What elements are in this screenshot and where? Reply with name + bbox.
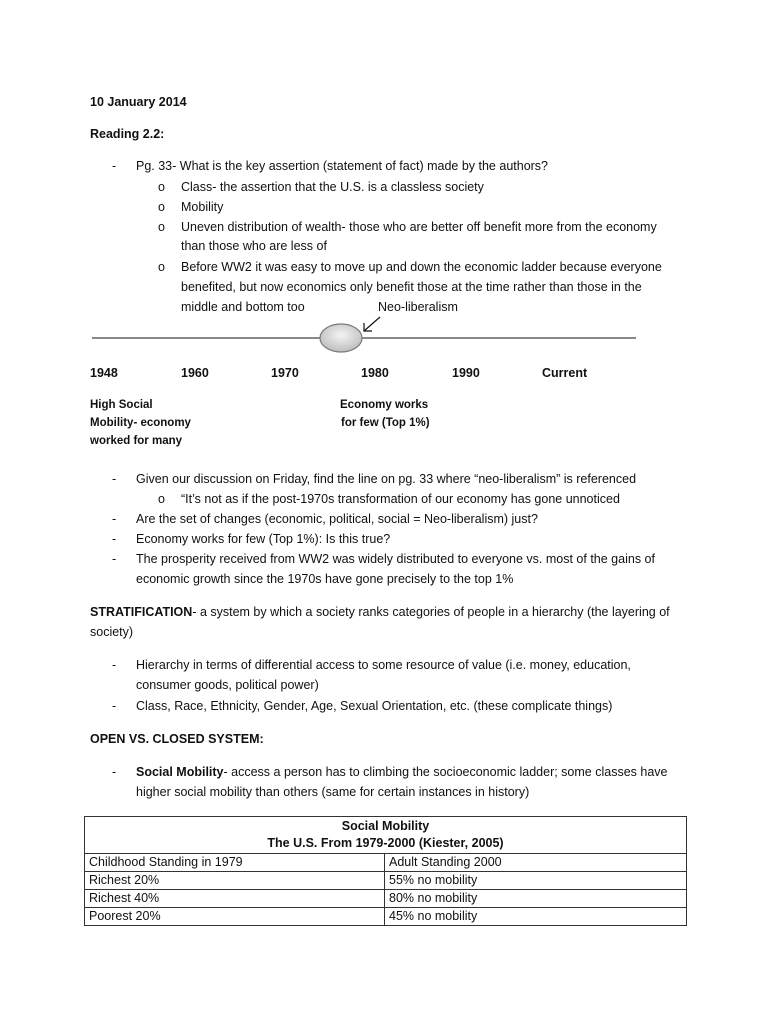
social-mobility-term: Social Mobility bbox=[136, 765, 224, 779]
stratification-term: STRATIFICATION bbox=[90, 605, 193, 619]
table-column-header-row bbox=[85, 854, 687, 872]
timeline-oval bbox=[320, 324, 362, 352]
table-subtitle: The U.S. From 1979-2000 (Kiester, 2005) bbox=[267, 836, 504, 850]
circle-bullet: o bbox=[158, 180, 165, 194]
discussion-item-2: Are the set of changes (economic, political, social = Neo-liberalism) just? bbox=[136, 512, 538, 526]
social-mobility-table bbox=[84, 816, 687, 926]
subitem-wealth-l1: Uneven distribution of wealth- those who are better off benefit more from the economy bbox=[181, 220, 657, 234]
date-heading: 10 January 2014 bbox=[90, 95, 187, 109]
discussion-item-4-l2: economic growth since the 1970s have gone precisely to the top 1% bbox=[136, 572, 514, 586]
table-row bbox=[85, 908, 687, 926]
table-cell: Richest 20% bbox=[85, 872, 385, 890]
bullet-dash: - bbox=[112, 552, 117, 566]
discussion-item-1: Given our discussion on Friday, find the line on pg. 33 where “neo-liberalism” is referenced bbox=[136, 472, 637, 486]
categories-item: Class, Race, Ethnicity, Gender, Age, Sexual Orientation, etc. (these complicate things) bbox=[136, 699, 613, 713]
note-left-l2: Mobility- economy bbox=[90, 417, 191, 429]
table-title: Social Mobility bbox=[341, 819, 430, 833]
table-cell: Richest 40% bbox=[85, 890, 385, 908]
table-title-cell bbox=[85, 817, 687, 854]
table-header-row bbox=[85, 817, 687, 854]
neo-liberalism-label: Neo-liberalism bbox=[378, 300, 458, 314]
subitem-wealth-l2: than those who are less of bbox=[181, 239, 327, 253]
subitem-ww2-l2: benefited, but now economics only benefit those at the time rather than those in the bbox=[181, 280, 642, 294]
stratification-definition-l2: society) bbox=[90, 625, 134, 639]
question-text: Pg. 33- What is the key assertion (statement of fact) made by the authors? bbox=[136, 159, 549, 173]
table-cell: 80% no mobility bbox=[385, 890, 687, 908]
year-1980: 1980 bbox=[361, 366, 389, 380]
hierarchy-item-l1: Hierarchy in terms of differential access to some resource of value (i.e. money, education, bbox=[136, 658, 631, 672]
bullet-dash: - bbox=[112, 159, 117, 173]
table-row bbox=[85, 890, 687, 908]
circle-bullet: o bbox=[158, 220, 165, 234]
reading-title: Reading 2.2: bbox=[90, 127, 165, 141]
year-1990: 1990 bbox=[452, 366, 480, 380]
note-right-l1: Economy works bbox=[340, 399, 429, 411]
stratification-def-text: - a system by which a society ranks categories of people in a hierarchy (the layering of bbox=[192, 605, 670, 619]
discussion-item-3: Economy works for few (Top 1%): Is this true? bbox=[136, 532, 391, 546]
open-closed-heading: OPEN VS. CLOSED SYSTEM: bbox=[90, 732, 264, 746]
year-1970: 1970 bbox=[271, 366, 299, 380]
bullet-dash: - bbox=[112, 658, 117, 672]
subitem-ww2-l3: middle and bottom too bbox=[181, 300, 305, 314]
note-right-l2: for few (Top 1%) bbox=[341, 417, 430, 429]
timeline-graphic bbox=[0, 310, 768, 360]
hierarchy-item-l2: consumer goods, political power) bbox=[136, 678, 319, 692]
stratification-definition-l1 bbox=[90, 605, 670, 619]
discussion-item-4-l1: The prosperity received from WW2 was widely distributed to everyone vs. most of the gains of bbox=[136, 552, 655, 566]
bullet-dash: - bbox=[112, 765, 117, 779]
bullet-dash: - bbox=[112, 512, 117, 526]
subitem-class: Class- the assertion that the U.S. is a classless society bbox=[181, 180, 484, 194]
social-mobility-def-l2: higher social mobility than others (same for certain instances in history) bbox=[136, 785, 530, 799]
subitem-ww2-l1: Before WW2 it was easy to move up and down the economic ladder because everyone bbox=[181, 260, 662, 274]
social-mobility-def-text: - access a person has to climbing the socioeconomic ladder; some classes have bbox=[223, 765, 668, 779]
social-mobility-def-l1 bbox=[136, 765, 668, 779]
year-1960: 1960 bbox=[181, 366, 209, 380]
note-left-l1: High Social bbox=[90, 399, 153, 411]
bullet-dash: - bbox=[112, 472, 117, 486]
table-cell: 55% no mobility bbox=[385, 872, 687, 890]
year-1948: 1948 bbox=[90, 366, 118, 380]
column-header-childhood: Childhood Standing in 1979 bbox=[85, 854, 385, 872]
column-header-adult: Adult Standing 2000 bbox=[385, 854, 687, 872]
discussion-quote: “It’s not as if the post-1970s transformation of our economy has gone unnoticed bbox=[181, 492, 620, 506]
bullet-dash: - bbox=[112, 699, 117, 713]
bullet-dash: - bbox=[112, 532, 117, 546]
table-cell: 45% no mobility bbox=[385, 908, 687, 926]
year-current: Current bbox=[542, 366, 588, 380]
table-row bbox=[85, 872, 687, 890]
circle-bullet: o bbox=[158, 200, 165, 214]
circle-bullet: o bbox=[158, 260, 165, 274]
table-cell: Poorest 20% bbox=[85, 908, 385, 926]
note-left-l3: worked for many bbox=[90, 435, 183, 447]
circle-bullet: o bbox=[158, 492, 165, 506]
pointer-arrow-line bbox=[364, 317, 380, 331]
subitem-mobility: Mobility bbox=[181, 200, 224, 214]
